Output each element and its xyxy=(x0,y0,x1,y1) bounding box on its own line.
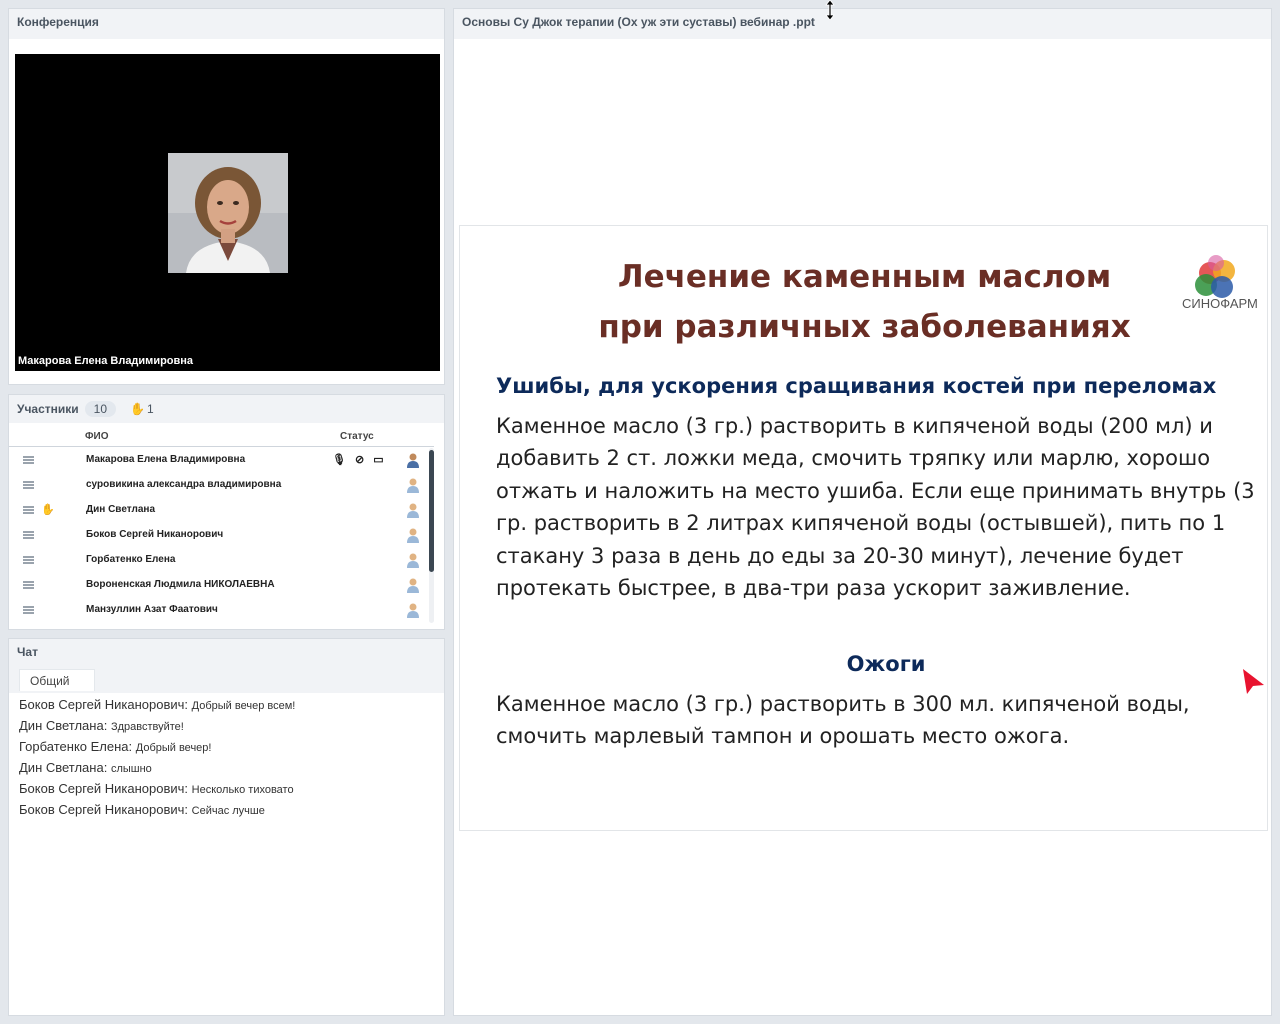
participant-name: Макарова Елена Владимировна xyxy=(86,454,246,465)
conference-panel xyxy=(8,8,445,385)
slide-heading-burns: Ожоги xyxy=(846,652,926,676)
drag-handle-icon[interactable] xyxy=(23,481,34,489)
chat-message xyxy=(19,781,295,802)
chat-message xyxy=(19,739,295,760)
speaker-name-overlay: Макарова Елена Владимировна xyxy=(18,355,194,367)
drag-handle-icon[interactable] xyxy=(23,556,34,564)
chat-title: Чат xyxy=(9,639,444,669)
participant-status-icons xyxy=(332,453,384,466)
microphone-icon[interactable]: 🎙 xyxy=(332,454,346,466)
resize-cursor-icon xyxy=(825,0,835,20)
message-text: слышно xyxy=(110,763,152,775)
message-text: Несколько тиховато xyxy=(191,784,294,796)
participants-list xyxy=(9,448,434,623)
slide-text-bruises: Каменное масло (3 гр.) растворить в кипяченой воды (200 мл) и добавить 2 ст. ложки меда, смочить тряпку или марлю, хорошо отжать и наложить на место ушиба. Если еще принимать внутрь (3 гр. растворить в 2 литрах кипяченой воды (остывшей), пить по 1 стакану 3 раза в день до еды за 20-30 минут), лечение будет протекать быстрее, в два-три раза ускорит заживление. xyxy=(496,414,1255,601)
message-text: Добрый вечер! xyxy=(135,742,212,754)
participant-row[interactable] xyxy=(9,498,434,523)
participants-columns xyxy=(9,429,434,447)
message-author: Горбатенко Елена: xyxy=(19,739,133,754)
message-author: Боков Сергей Никанорович: xyxy=(19,781,189,796)
logo-text: СИНОФАРМ xyxy=(1182,296,1258,311)
participant-name: Горбатенко Елена xyxy=(86,554,176,565)
scrollbar-thumb[interactable] xyxy=(429,450,434,572)
screen-off-icon[interactable]: ▭ xyxy=(373,454,384,466)
user-icon[interactable] xyxy=(406,602,420,618)
participants-header xyxy=(9,395,444,423)
video-area[interactable] xyxy=(15,54,440,371)
message-author: Дин Светлана: xyxy=(19,718,108,733)
message-text: Здравствуйте! xyxy=(110,721,184,733)
user-icon[interactable] xyxy=(406,552,420,568)
chat-message xyxy=(19,718,295,739)
user-icon[interactable] xyxy=(406,527,420,543)
column-header-name[interactable]: ФИО xyxy=(85,431,109,442)
participant-row[interactable] xyxy=(9,523,434,548)
chat-messages xyxy=(19,697,295,823)
participant-name: Боков Сергей Никанорович xyxy=(86,529,224,540)
presenter-user-icon[interactable] xyxy=(406,452,420,468)
chat-message xyxy=(19,760,295,781)
participant-row[interactable] xyxy=(9,448,434,473)
chat-message xyxy=(19,802,295,823)
raised-hand-icon: ✋ xyxy=(41,504,55,516)
message-author: Боков Сергей Никанорович: xyxy=(19,802,189,817)
participant-name: Манзуллин Азат Фаатович xyxy=(86,604,218,615)
participant-row[interactable] xyxy=(9,473,434,498)
participant-row[interactable] xyxy=(9,598,434,623)
drag-handle-icon[interactable] xyxy=(23,456,34,464)
user-icon[interactable] xyxy=(406,502,420,518)
slide[interactable] xyxy=(459,225,1268,831)
raised-hands-count: 1 xyxy=(146,402,154,416)
message-text: Добрый вечер всем! xyxy=(191,700,296,712)
participants-title: Участники xyxy=(17,402,79,416)
drag-handle-icon[interactable] xyxy=(23,606,34,614)
participants-count-badge: 10 xyxy=(85,401,116,417)
slide-title-line1: Лечение каменным маслом xyxy=(617,259,1112,295)
chat-message xyxy=(19,697,295,718)
laser-pointer-icon xyxy=(1240,667,1266,695)
slide-title xyxy=(460,252,1269,352)
slide-heading-bruises: Ушибы, для ускорения сращивания костей при переломах xyxy=(496,374,1217,398)
drag-handle-icon[interactable] xyxy=(23,581,34,589)
participant-name: Дин Светлана xyxy=(86,504,156,515)
chat-tab-general[interactable]: Общий xyxy=(19,669,95,691)
slide-title-line2: при различных заболеваниях xyxy=(598,309,1131,345)
participants-scrollbar[interactable] xyxy=(429,448,434,623)
participant-row[interactable] xyxy=(9,573,434,598)
participant-name: суровикина александра владимировна xyxy=(86,479,282,490)
slide-text-burns: Каменное масло (3 гр.) растворить в 300 мл. кипяченой воды, смочить марлевый тампон и орошать место ожога. xyxy=(496,692,1190,749)
participant-name: Вороненская Людмила НИКОЛАЕВНА xyxy=(86,579,275,590)
participants-panel xyxy=(8,394,445,630)
participant-row[interactable] xyxy=(9,548,434,573)
message-author: Дин Светлана: xyxy=(19,760,108,775)
user-icon[interactable] xyxy=(406,577,420,593)
user-icon[interactable] xyxy=(406,477,420,493)
conference-title: Конференция xyxy=(9,9,444,39)
speaker-video-frame xyxy=(168,153,288,273)
chat-panel xyxy=(8,638,445,1016)
drag-handle-icon[interactable] xyxy=(23,506,34,514)
presentation-title: Основы Су Джок терапии (Ох уж эти суставы) вебинар .ppt xyxy=(454,9,1271,39)
presentation-panel xyxy=(453,8,1272,1016)
raised-hand-icon: ✋ xyxy=(130,402,145,416)
camera-off-icon[interactable]: ⊘ xyxy=(354,454,365,466)
column-header-status[interactable]: Статус xyxy=(340,431,374,442)
message-author: Боков Сергей Никанорович: xyxy=(19,697,189,712)
drag-handle-icon[interactable] xyxy=(23,531,34,539)
raised-hands-indicator[interactable] xyxy=(130,402,154,416)
message-text: Сейчас лучше xyxy=(191,805,265,817)
